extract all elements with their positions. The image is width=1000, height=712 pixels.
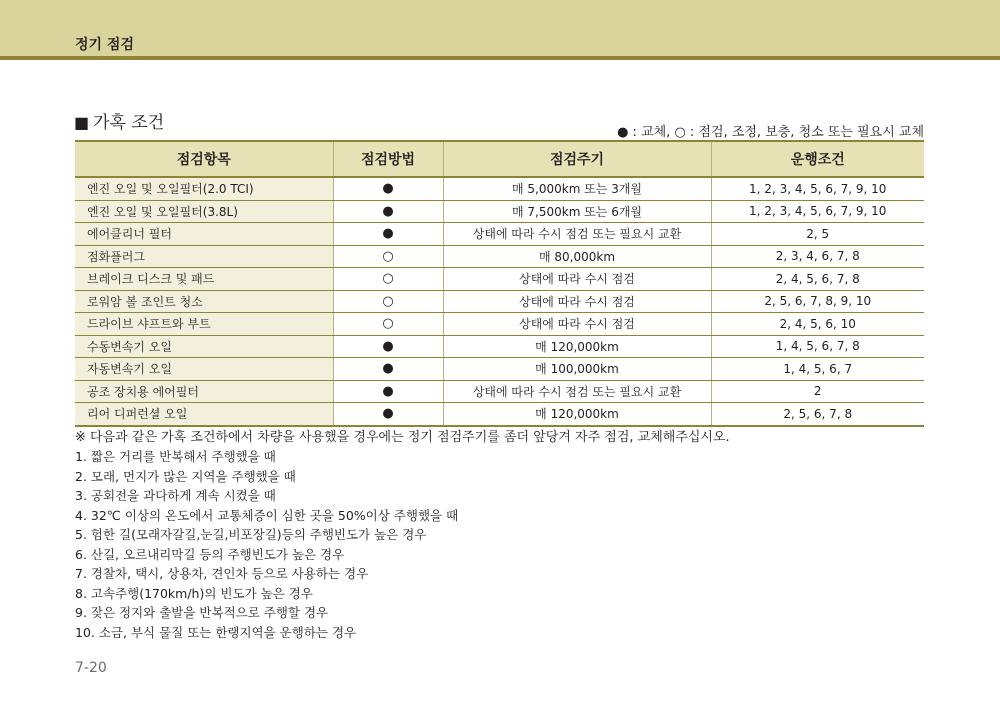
- interval-cell: 상태에 따라 수시 점검 또는 필요시 교환: [443, 223, 711, 246]
- method-cell: ●: [333, 223, 443, 246]
- conditions-cell: 2: [711, 380, 924, 403]
- header-band: [0, 0, 1000, 56]
- symbol-legend: ● : 교체, ○ : 점검, 조정, 보충, 청소 또는 필요시 교체: [617, 125, 924, 140]
- item-cell: 브레이크 디스크 및 패드: [75, 268, 333, 291]
- method-cell: ●: [333, 358, 443, 381]
- square-bullet-icon: ■: [74, 113, 90, 132]
- table-row: [75, 403, 924, 426]
- method-cell: ○: [333, 290, 443, 313]
- conditions-cell: 1, 4, 5, 6, 7: [711, 358, 924, 381]
- header-rule: [0, 56, 1000, 60]
- list-item: 6. 산길, 오르내리막길 등의 주행빈도가 높은 경우: [75, 546, 345, 562]
- conditions-cell: 2, 4, 5, 6, 7, 8: [711, 268, 924, 291]
- item-cell: 자동변속기 오일: [75, 358, 333, 381]
- method-cell: ●: [333, 200, 443, 223]
- list-item: 5. 험한 길(모래자갈길,눈길,비포장길)등의 주행빈도가 높은 경우: [75, 527, 427, 542]
- table-row: [75, 380, 924, 403]
- table-row: [75, 358, 924, 381]
- method-cell: ○: [333, 268, 443, 291]
- table-row: [75, 177, 924, 200]
- item-cell: 드라이브 샤프트와 부트: [75, 313, 333, 336]
- page-number: 7-20: [75, 660, 107, 676]
- item-cell: 수동변속기 오일: [75, 335, 333, 358]
- table-row: [75, 223, 924, 246]
- interval-cell: 상태에 따라 수시 점검: [443, 268, 711, 291]
- list-item: 7. 경찰차, 택시, 상용차, 견인차 등으로 사용하는 경우: [75, 566, 369, 581]
- list-item: 10. 소금, 부식 물질 또는 한랭지역을 운행하는 경우: [75, 624, 357, 640]
- method-cell: ●: [333, 380, 443, 403]
- conditions-list: [75, 447, 458, 642]
- column-header: 점검방법: [333, 141, 443, 177]
- item-cell: 공조 장치용 에어필터: [75, 380, 333, 403]
- interval-cell: 상태에 따라 수시 점검: [443, 313, 711, 336]
- table-row: [75, 335, 924, 358]
- interval-cell: 매 120,000km: [443, 335, 711, 358]
- method-cell: ●: [333, 335, 443, 358]
- column-header: 점검주기: [443, 141, 711, 177]
- item-cell: 로워암 볼 조인트 청소: [75, 290, 333, 313]
- table-row: [75, 313, 924, 336]
- conditions-cell: 2, 4, 5, 6, 10: [711, 313, 924, 336]
- list-item: 9. 잦은 정지와 출발을 반복적으로 주행할 경우: [75, 605, 329, 620]
- conditions-cell: 2, 3, 4, 6, 7, 8: [711, 245, 924, 268]
- conditions-cell: 2, 5: [711, 223, 924, 246]
- conditions-cell: 1, 2, 3, 4, 5, 6, 7, 9, 10: [711, 177, 924, 200]
- conditions-cell: 2, 5, 6, 7, 8: [711, 403, 924, 426]
- list-item: 3. 공회전을 과다하게 계속 시켰을 때: [75, 488, 276, 503]
- method-cell: ●: [333, 177, 443, 200]
- column-header: 운행조건: [711, 141, 924, 177]
- section-title: [74, 108, 164, 133]
- severe-conditions-note: ※ 다음과 같은 가혹 조건하에서 차량을 사용했을 경우에는 정기 점검주기를 좀더 앞당겨 자주 점검, 교체해주십시오.: [75, 430, 730, 445]
- interval-cell: 상태에 따라 수시 점검: [443, 290, 711, 313]
- maintenance-table: [75, 140, 924, 427]
- conditions-cell: 2, 5, 6, 7, 8, 9, 10: [711, 290, 924, 313]
- table-header-row: [75, 141, 924, 177]
- interval-cell: 매 5,000km 또는 3개월: [443, 177, 711, 200]
- interval-cell: 매 120,000km: [443, 403, 711, 426]
- conditions-cell: 1, 2, 3, 4, 5, 6, 7, 9, 10: [711, 200, 924, 223]
- column-header: 점검항목: [75, 141, 333, 177]
- table-row: [75, 200, 924, 223]
- item-cell: 엔진 오일 및 오일필터(3.8L): [75, 200, 333, 223]
- section-title-text: 가혹 조건: [93, 113, 165, 133]
- table-row: [75, 290, 924, 313]
- method-cell: ○: [333, 313, 443, 336]
- interval-cell: 매 100,000km: [443, 358, 711, 381]
- item-cell: 리어 디퍼런셜 오일: [75, 403, 333, 426]
- header-title: 정기 점검: [75, 37, 134, 53]
- conditions-cell: 1, 4, 5, 6, 7, 8: [711, 335, 924, 358]
- table-row: [75, 245, 924, 268]
- interval-cell: 매 80,000km: [443, 245, 711, 268]
- method-cell: ●: [333, 403, 443, 426]
- item-cell: 엔진 오일 및 오일필터(2.0 TCI): [75, 177, 333, 200]
- item-cell: 점화플러그: [75, 245, 333, 268]
- list-item: 2. 모래, 먼지가 많은 지역을 주행했을 때: [75, 468, 296, 484]
- list-item: 1. 짧은 거리를 반복해서 주행했을 때: [75, 449, 276, 464]
- list-item: 4. 32℃ 이상의 온도에서 교통체증이 심한 곳을 50%이상 주행했을 때: [75, 507, 459, 523]
- interval-cell: 매 7,500km 또는 6개월: [443, 200, 711, 223]
- interval-cell: 상태에 따라 수시 점검 또는 필요시 교환: [443, 380, 711, 403]
- table-row: [75, 268, 924, 291]
- method-cell: ○: [333, 245, 443, 268]
- item-cell: 에어클리너 필터: [75, 223, 333, 246]
- list-item: 8. 고속주행(170km/h)의 빈도가 높은 경우: [75, 585, 313, 601]
